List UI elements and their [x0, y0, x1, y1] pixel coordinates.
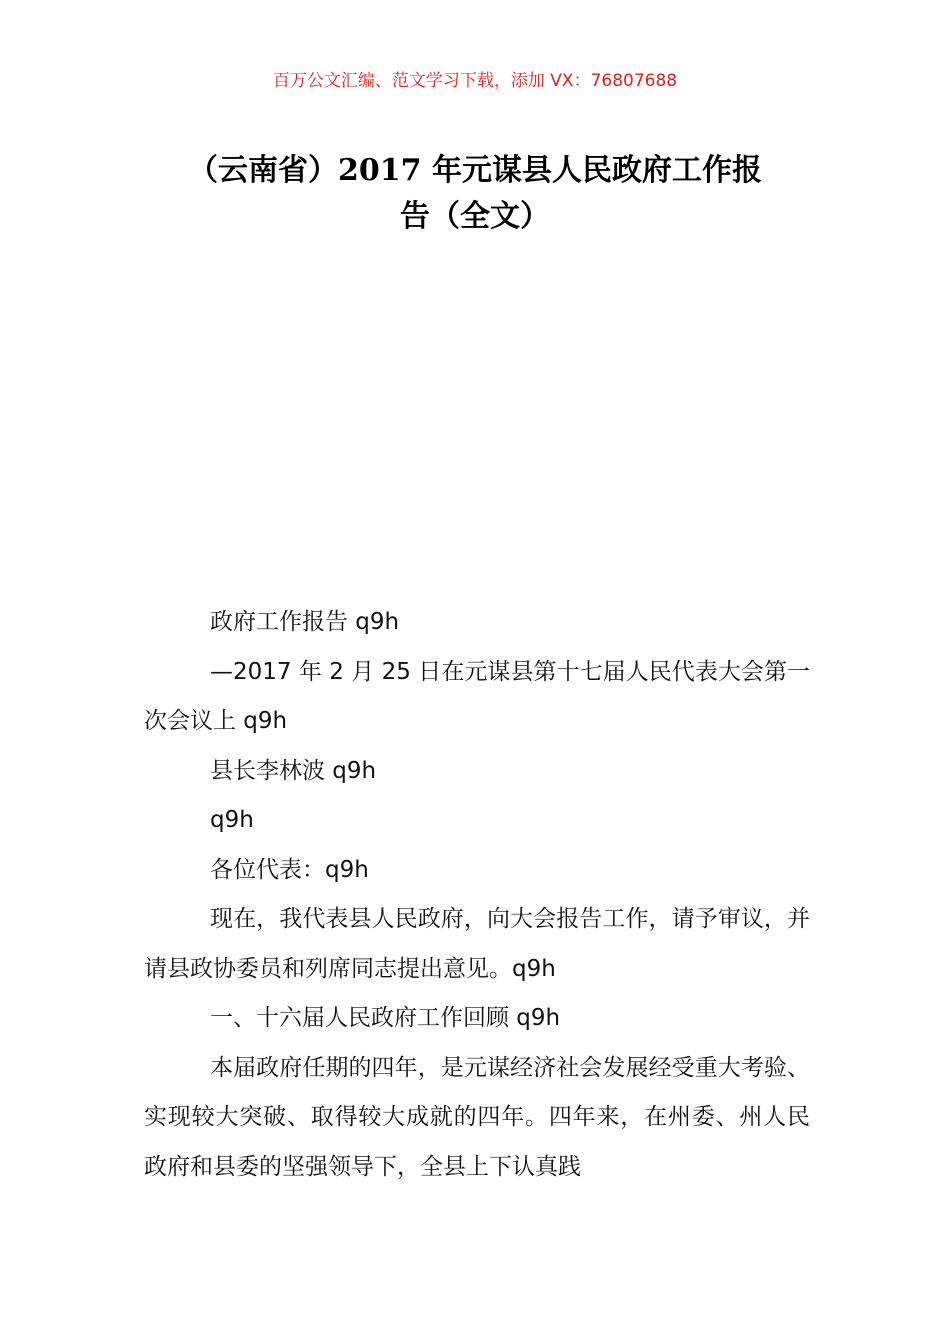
opening-paragraph: 现在，我代表县人民政府，向大会报告工作，请予审议，并请县政协委员和列席同志提出意见。q9h	[144, 906, 810, 982]
blank-marker-line: q9h	[210, 807, 254, 833]
meeting-dateline: —2017 年 2 月 25 日在元谋县第十七届人民代表大会第一次会议上 q9h	[144, 658, 810, 734]
document-body	[144, 598, 810, 1192]
report-subtitle: 政府工作报告 q9h	[210, 609, 400, 635]
speaker-line: 县长李林波 q9h	[210, 757, 377, 784]
salutation: 各位代表：q9h	[210, 856, 369, 883]
document-title-line-2: 告（全文）	[400, 199, 550, 234]
document-title-line-1: （云南省）2017 年元谋县人民政府工作报	[188, 153, 762, 188]
document-title	[140, 148, 810, 240]
body-paragraph: 本届政府任期的四年，是元谋经济社会发展经受重大考验、实现较大突破、取得较大成就的四年。四年来，在州委、州人民政府和县委的坚强领导下，全县上下认真践	[144, 1054, 810, 1180]
header-watermark-note: 百万公文汇编、范文学习下载，添加 VX：76807688	[272, 71, 678, 91]
section-heading-1: 一、十六届人民政府工作回顾 q9h	[210, 1005, 561, 1031]
